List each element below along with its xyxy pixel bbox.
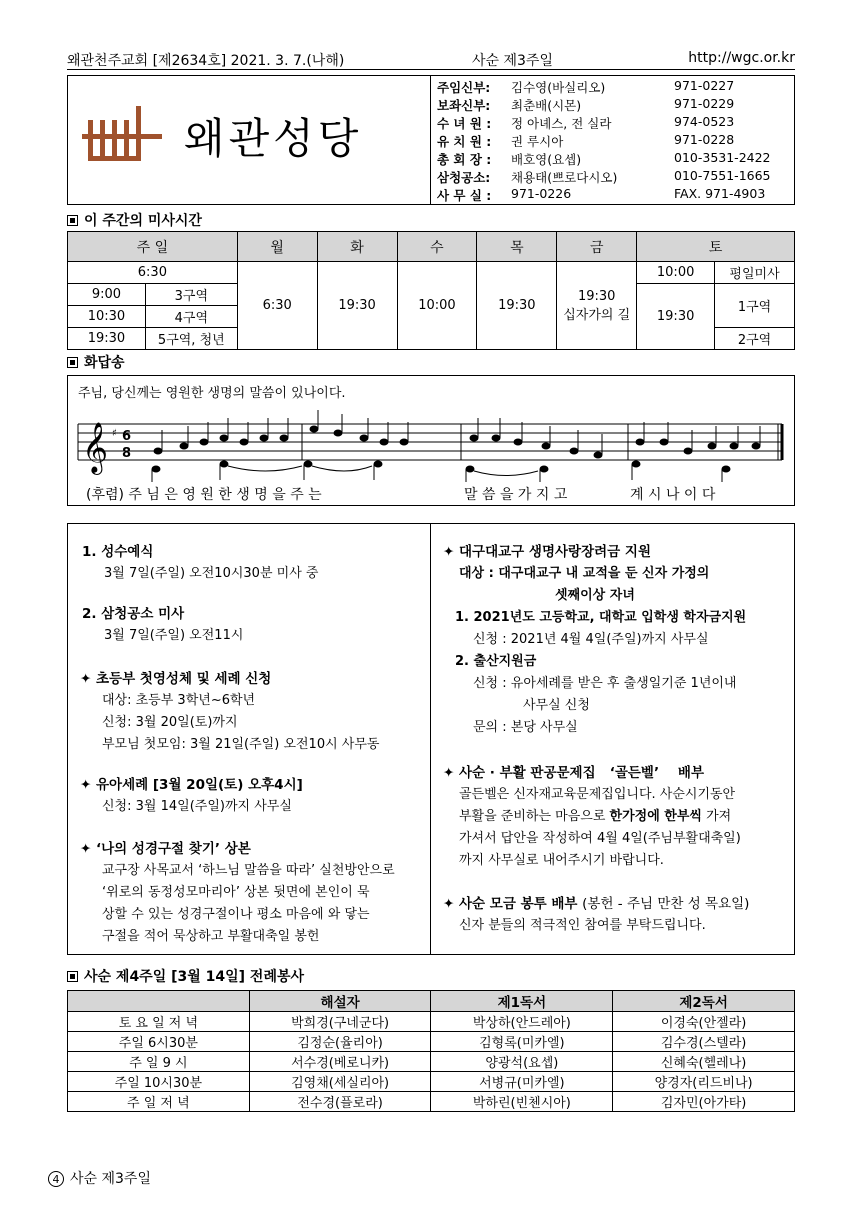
notice-line: 3월 7일(주일) 오전10시30분 미사 중 (104, 566, 319, 581)
thursday-mass: 19:30 (477, 262, 557, 350)
notice-line: 상할 수 있는 성경구절이나 평소 마음에 와 닿는 (102, 907, 370, 922)
page-footer (48, 1168, 151, 1188)
notice-line: 신청 : 2021년 4월 4일(주일)까지 사무실 (473, 632, 709, 647)
notice-title: ✦ 유아세례 [3월 20일(토) 오후4시] (80, 777, 303, 793)
staff-phone: 971-0228 (674, 132, 735, 147)
time-signature-bottom: 8 (122, 446, 132, 461)
notice-subtitle: 1. 2021년도 고등학교, 대학교 입학생 학자금지원 (455, 610, 747, 625)
sunday-label: 4구역 (145, 306, 237, 328)
notice-title-part: ✦ 사순 · 부활 판공문제집 (443, 765, 596, 781)
sunday-label: 3구역 (145, 284, 237, 306)
psalm-refrain-text: 주님, 당신께는 영원한 생명의 말씀이 있나이다. (78, 386, 346, 401)
staff-role: 보좌신부: (437, 98, 491, 113)
service-header (68, 991, 250, 1012)
saturday-label-3: 2구역 (715, 328, 795, 350)
header-friday: 금 (557, 232, 637, 262)
square-bullet-icon (67, 971, 78, 982)
square-bullet-icon (67, 357, 78, 368)
notice-title: ✦ 초등부 첫영성체 및 세례 신청 (80, 671, 272, 687)
service-header: 제2독서 (613, 991, 795, 1012)
staff-name: 권 루시아 (511, 134, 564, 149)
notices-box (67, 523, 795, 955)
staff-row (431, 78, 797, 96)
service-time: 주 일 저 녁 (68, 1092, 250, 1112)
notice-line: 사무실 신청 (523, 698, 590, 713)
mass-section-title (67, 210, 202, 230)
notice-title-part: 배부 (677, 765, 705, 781)
staff-role: 주임신부: (437, 80, 491, 95)
header-tuesday: 화 (317, 232, 397, 262)
friday-note: 십자가의 길 (563, 307, 631, 323)
time-signature-top: 6 (122, 429, 132, 444)
notice-line: 신청: 3월 20일(토)까지 (102, 715, 238, 730)
notice-line: 까지 사무실로 내어주시기 바랍니다. (459, 853, 664, 868)
bulletin-issue: 왜관천주교회 [제2634호] 2021. 3. 7.(나해) (67, 53, 345, 69)
square-bullet-icon (67, 215, 78, 226)
staff-name: 정 아녜스, 전 실라 (511, 116, 612, 131)
service-cell: 박상하(안드레아) (431, 1012, 613, 1032)
notice-line: 신청 : 유아세례를 받은 후 출생일기준 1년이내 (473, 676, 737, 691)
service-cell: 박하린(빈첸시아) (431, 1092, 613, 1112)
notice-line: 신자 분들의 적극적인 참여를 부탁드립니다. (459, 918, 706, 933)
staff-phone: 971-0229 (674, 96, 735, 111)
notice-title: 2. 삼청공소 미사 (82, 606, 185, 622)
monday-mass: 6:30 (237, 262, 317, 350)
saturday-label-2: 1구역 (715, 284, 795, 328)
service-cell: 신혜숙(헬레나) (613, 1052, 795, 1072)
staff-row (431, 150, 797, 168)
table-row (68, 1092, 795, 1112)
notice-line: 가셔서 답안을 작성하여 4월 4일(주님부활대축일) (459, 831, 741, 846)
notice-text: 가져 (706, 809, 732, 824)
notice-line: 셋째이상 자녀 (555, 588, 635, 603)
notice-title: ✦ ‘나의 성경구절 찾기’ 상본 (80, 841, 251, 857)
staff-name: 채용태(쁘로다시오) (511, 170, 618, 185)
notices-left-column (68, 524, 430, 954)
friday-mass (557, 262, 637, 350)
notice-line: 문의 : 본당 사무실 (473, 720, 578, 735)
table-row (68, 1032, 795, 1052)
psalm-box (67, 375, 795, 506)
friday-time: 19:30 (577, 288, 616, 304)
staff-row (431, 186, 797, 204)
service-cell: 양경자(리드비나) (613, 1072, 795, 1092)
staff-phone: 010-3531-2422 (674, 150, 771, 165)
sharp-icon: ♯ (112, 428, 117, 439)
wednesday-mass: 10:00 (397, 262, 477, 350)
page-number: 4 (48, 1171, 64, 1187)
staff-phone: FAX. 971-4903 (674, 186, 766, 201)
notice-line: 구절을 적어 묵상하고 부활대축일 봉헌 (102, 929, 320, 944)
service-cell: 서수경(베로니카) (249, 1052, 431, 1072)
service-cell: 이경숙(안젤라) (613, 1012, 795, 1032)
notice-title (443, 761, 704, 781)
staff-name: 김수영(바실리오) (511, 80, 606, 95)
service-cell: 양광석(요셉) (431, 1052, 613, 1072)
notice-title: ✦ 대구대교구 생명사랑장려금 지원 (443, 544, 651, 560)
staff-name: 최춘배(시몬) (511, 98, 582, 113)
staff-role: 유 치 원 : (437, 134, 492, 149)
staff-phone: 971-0227 (674, 78, 735, 93)
header-saturday: 토 (637, 232, 795, 262)
church-logo-icon (82, 106, 162, 176)
sunday-time: 10:30 (68, 306, 146, 328)
website-link[interactable]: http://wgc.or.kr (688, 50, 795, 66)
sunday-label: 5구역, 청년 (145, 328, 237, 350)
service-table (67, 990, 795, 1112)
saturday-time-2: 19:30 (637, 284, 715, 350)
section-heading-text: 이 주간의 미사시간 (84, 213, 202, 229)
service-cell: 김자민(아가타) (613, 1092, 795, 1112)
staff-row (431, 168, 797, 186)
service-cell: 전수경(플로라) (249, 1092, 431, 1112)
staff-name: 배호영(요셉) (511, 152, 582, 167)
footer-text: 사순 제3주일 (70, 1171, 151, 1187)
notice-line: 신청: 3월 14일(주일)까지 사무실 (102, 799, 292, 814)
notice-line: 골든벨은 신자재교육문제집입니다. 사순시기동안 (459, 787, 736, 802)
header-wednesday: 수 (397, 232, 477, 262)
staff-phone: 010-7551-1665 (674, 168, 771, 183)
service-cell: 서병규(미카엘) (431, 1072, 613, 1092)
church-name-logo: 왜관성당 (184, 114, 363, 163)
service-section-title (67, 966, 304, 986)
staff-role: 사 무 실 : (437, 188, 492, 203)
lyrics-part: 말 씀 을 가 지 고 (464, 487, 568, 503)
staff-directory (430, 76, 796, 204)
sunday-time: 9:00 (68, 284, 146, 306)
saturday-label-1: 평일미사 (715, 262, 795, 284)
notice-title (443, 892, 749, 912)
notice-line (459, 805, 731, 824)
service-cell: 박희경(구네군다) (249, 1012, 431, 1032)
notice-text: 부활을 준비하는 마음으로 (459, 809, 606, 824)
table-row (68, 1072, 795, 1092)
service-cell: 김형록(미카엘) (431, 1032, 613, 1052)
music-staff (76, 406, 788, 484)
tuesday-mass: 19:30 (317, 262, 397, 350)
header-monday: 월 (237, 232, 317, 262)
lyrics-part: 계 시 나 이 다 (630, 487, 716, 503)
treble-clef-icon: 𝄞 (82, 422, 109, 473)
section-heading-text: 화답송 (84, 355, 125, 371)
notice-title-part: ‘골든벨’ (609, 765, 660, 781)
service-header: 제1독서 (431, 991, 613, 1012)
notice-line: 3월 7일(주일) 오전11시 (104, 628, 244, 643)
staff-role: 총 회 장 : (437, 152, 492, 167)
header-sunday: 주 일 (68, 232, 238, 262)
staff-row (431, 132, 797, 150)
sunday-first-mass: 6:30 (68, 262, 238, 284)
staff-row (431, 114, 797, 132)
notice-line: ‘위로의 동정성모마리아’ 상본 뒷면에 본인이 묵 (102, 885, 370, 900)
service-cell: 김정순(율리아) (249, 1032, 431, 1052)
notice-line: 대상 : 대구대교구 내 교적을 둔 신자 가정의 (459, 566, 710, 581)
service-time: 주일 10시30분 (68, 1072, 250, 1092)
staff-phone: 974-0523 (674, 114, 735, 129)
notices-right-column (430, 524, 794, 954)
liturgical-day: 사순 제3주일 (472, 53, 553, 69)
notice-line: 부모님 첫모임: 3월 21일(주일) 오전10시 사무동 (102, 737, 380, 752)
notice-subtitle: 2. 출산지원금 (455, 654, 537, 669)
notice-title-part: ✦ 사순 모금 봉투 배부 (443, 896, 578, 912)
service-time: 토 요 일 저 녁 (68, 1012, 250, 1032)
notice-title-note: (봉헌 - 주님 만찬 성 목요일) (582, 896, 750, 912)
notice-title: 1. 성수예식 (82, 544, 154, 560)
logo-area (68, 76, 430, 204)
staff-role: 삼청공소: (437, 170, 491, 185)
staff-row (431, 96, 797, 114)
psalm-section-title (67, 352, 125, 372)
staff-name: 971-0226 (511, 186, 572, 201)
service-header: 해설자 (249, 991, 431, 1012)
saturday-time-1: 10:00 (637, 262, 715, 284)
header-thursday: 목 (477, 232, 557, 262)
service-time: 주 일 9 시 (68, 1052, 250, 1072)
page-header (67, 48, 795, 70)
staff-role: 수 녀 원 : (437, 116, 492, 131)
mass-schedule-table (67, 231, 795, 350)
notice-emphasis: 한가정에 한부씩 (609, 809, 702, 824)
sunday-time: 19:30 (68, 328, 146, 350)
notice-line: 교구장 사목교서 ‘하느님 말씀을 따라’ 실천방안으로 (102, 863, 395, 878)
service-time: 주일 6시30분 (68, 1032, 250, 1052)
section-heading-text: 사순 제4주일 [3월 14일] 전례봉사 (84, 969, 305, 985)
table-row (68, 1052, 795, 1072)
masthead (67, 75, 795, 205)
service-cell: 김수경(스텔라) (613, 1032, 795, 1052)
lyrics-part: (후렴) 주 님 은 영 원 한 생 명 을 주 는 (86, 487, 322, 503)
table-row (68, 1012, 795, 1032)
service-cell: 김영채(세실리아) (249, 1072, 431, 1092)
notice-line: 대상: 초등부 3학년~6학년 (102, 693, 256, 708)
